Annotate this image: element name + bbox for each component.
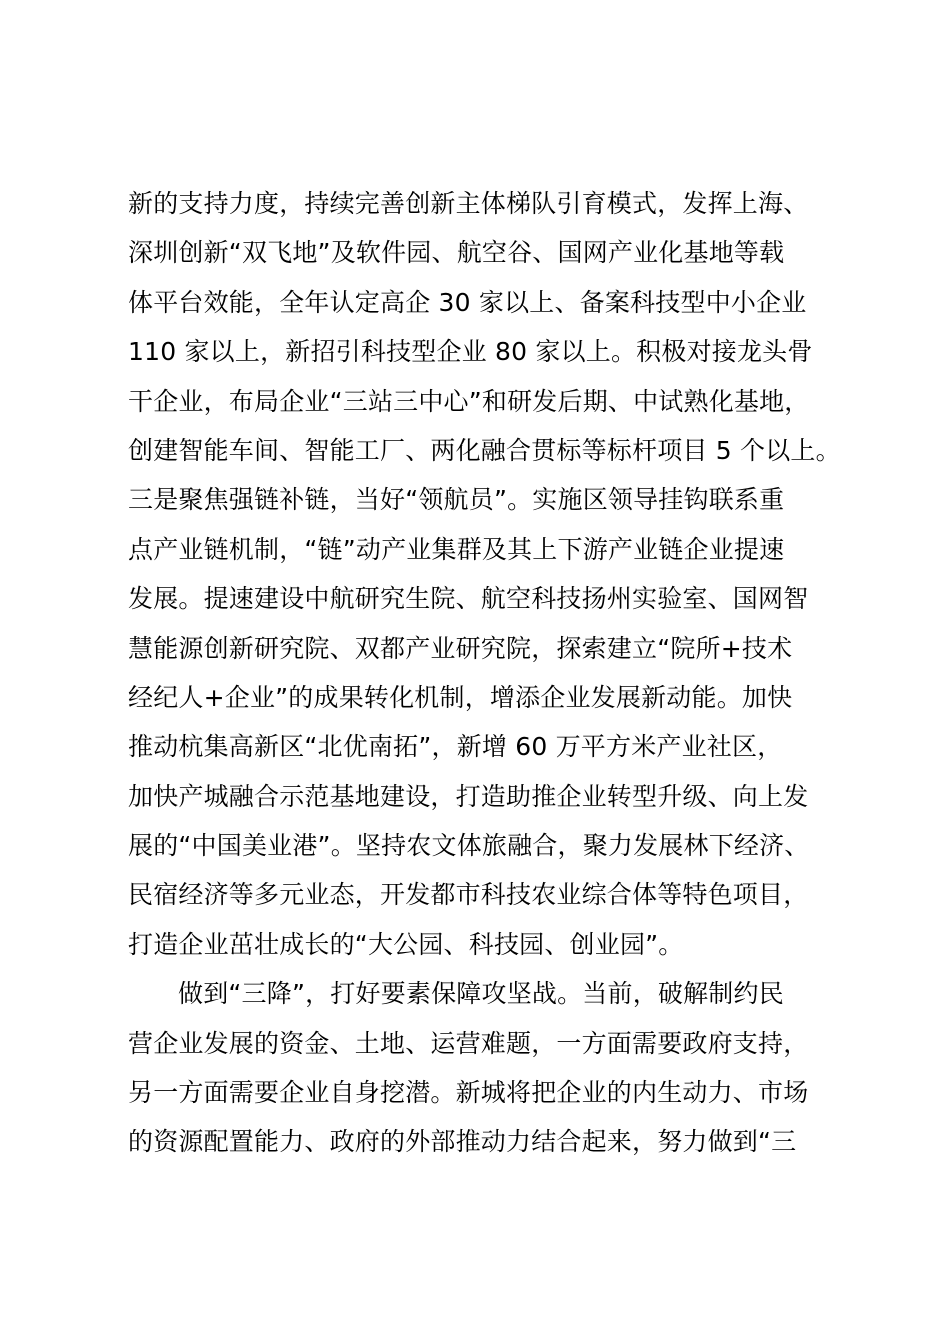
text-line-19: 另一方面需要企业自身挖潜。新城将把企业的内生动力、市场 <box>128 1078 809 1108</box>
paragraph-start-line: 做到“三降”，打好要素保障攻坚战。当前，破解制约民 <box>178 979 784 1009</box>
text-line-20: 的资源配置能力、政府的外部推动力结合起来，努力做到“三 <box>128 1127 797 1157</box>
text-line-9: 发展。提速建设中航研究生院、航空科技扬州实验室、国网智 <box>128 584 809 614</box>
text-line-18: 营企业发展的资金、土地、运营难题，一方面需要政府支持， <box>128 1028 809 1058</box>
text-line-3: 体平台效能，全年认定高企 30 家以上、备案科技型中小企业 <box>128 287 807 317</box>
text-line-10: 慧能源创新研究院、双都产业研究院，探索建立“院所+技术 <box>128 633 793 663</box>
text-line-2: 深圳创新“双飞地”及软件园、航空谷、国网产业化基地等载 <box>128 238 785 268</box>
body-text <box>128 179 848 1167</box>
text-line-11: 经纪人+企业”的成果转化机制，增添企业发展新动能。加快 <box>128 682 793 712</box>
text-line-7: 三是聚焦强链补链，当好“领航员”。实施区领导挂钩联系重 <box>128 485 785 515</box>
text-line-12: 推动杭集高新区“北优南拓”，新增 60 万平方米产业社区， <box>128 732 783 762</box>
text-line-16: 打造企业茁壮成长的“大公园、科技园、创业园”。 <box>128 929 684 959</box>
text-line-6: 创建智能车间、智能工厂、两化融合贯标等标杆项目 5 个以上。 <box>128 435 841 465</box>
text-line-8: 点产业链机制，“链”动产业集群及其上下游产业链企业提速 <box>128 534 785 564</box>
text-line-15: 民宿经济等多元业态，开发都市科技农业综合体等特色项目， <box>128 880 809 910</box>
text-line-4: 110 家以上，新招引科技型企业 80 家以上。积极对接龙头骨 <box>128 337 813 367</box>
text-line-13: 加快产城融合示范基地建设，打造助推企业转型升级、向上发 <box>128 781 809 811</box>
text-line-14: 展的“中国美业港”。坚持农文体旅融合，聚力发展林下经济、 <box>128 831 810 861</box>
text-line-5: 干企业，布局企业“三站三中心”和研发后期、中试熟化基地， <box>128 386 810 416</box>
text-line-1: 新的支持力度，持续完善创新主体梯队引育模式，发挥上海、 <box>128 189 809 218</box>
